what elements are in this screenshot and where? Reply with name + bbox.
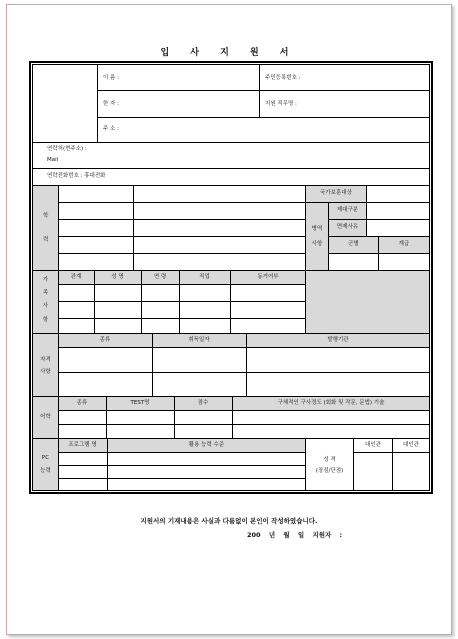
- education-side-label-2: 력: [43, 237, 49, 243]
- military-rank-label: 계급: [398, 241, 410, 247]
- weakness-label: 대인관: [403, 442, 419, 448]
- family-side-label-4: 항: [42, 317, 49, 323]
- family-side-label-2: 족: [42, 290, 49, 296]
- resident-id-label: 주민등록번호 :: [265, 75, 301, 81]
- personality-label-2: (장점/단점): [315, 468, 344, 474]
- desired-job-label: 지원 직무명 :: [265, 101, 297, 107]
- name-label: 이 름 :: [103, 75, 119, 81]
- language-header-test: TEST명: [130, 400, 150, 406]
- contact-phone-label: 연락전화번호 : 휴대전화: [47, 173, 106, 179]
- family-header-job: 직업: [199, 274, 210, 280]
- license-side-label-2: 사항: [40, 369, 51, 375]
- language-header-score: 점수: [197, 400, 209, 406]
- pc-side-label-2: 능력: [40, 468, 51, 474]
- photo-box: [32, 64, 98, 143]
- date-signature-line: 200 년 월 일 지원자 :: [247, 531, 343, 539]
- veteran-label: 국가보훈대상: [320, 190, 352, 196]
- military-side-header: [305, 202, 329, 271]
- license-header-date: 취득일자: [188, 337, 210, 343]
- education-table: [58, 185, 306, 271]
- hanja-label: 한 자 :: [103, 101, 119, 107]
- family-blank-area: [305, 270, 430, 334]
- personality-label-cell: [305, 438, 354, 491]
- military-side-label-1: 병역: [311, 226, 323, 232]
- education-side-label-1: 학: [43, 213, 49, 219]
- pc-side-header: [32, 438, 59, 491]
- education-side-header: [32, 185, 59, 271]
- personal-info-table: [97, 64, 430, 143]
- license-side-label-1: 자격: [40, 357, 51, 363]
- strength-label: 대인관: [365, 442, 381, 448]
- veteran-value: [366, 185, 430, 203]
- family-side-label-3: 사: [42, 303, 49, 309]
- personality-label-1: 성 격: [323, 457, 336, 463]
- mail-label: Mail: [47, 157, 59, 163]
- family-header-age: 연 령: [153, 274, 167, 280]
- contact-address-label: 연락처(현주소) :: [47, 146, 87, 152]
- document-page: [6, 4, 452, 635]
- license-header-type: 종류: [99, 337, 111, 343]
- pc-side-label-1: PC: [41, 455, 50, 461]
- language-header-type: 종류: [76, 400, 88, 406]
- license-header-issuer: 발행기관: [327, 337, 349, 343]
- pc-header-level: 활용 능력 수준: [188, 442, 225, 448]
- language-header-detail: 구체적인 구사정도 (회화 및 작문, 문법) 기술: [277, 400, 385, 406]
- military-branch-label: 군별: [348, 241, 359, 247]
- pc-table: [58, 452, 306, 491]
- pc-header-program: 프로그램 명: [68, 442, 97, 448]
- family-side-label-1: 가: [42, 277, 49, 283]
- language-side-label: 어학: [40, 414, 51, 420]
- family-header-name: 성 명: [111, 274, 124, 280]
- license-side-header: [32, 333, 59, 397]
- family-header-relation: 관계: [70, 274, 82, 280]
- military-reason-label: 면제사유: [336, 224, 359, 230]
- address-label: 주 소 :: [103, 126, 119, 132]
- family-header-cohabit: 동거여부: [257, 274, 279, 280]
- document-title: 입 사 지 원 서: [160, 48, 298, 58]
- military-status-label: 제대구분: [336, 207, 359, 213]
- family-table: [58, 284, 306, 334]
- military-side-label-2: 사항: [311, 241, 323, 247]
- declaration-text: 지원서의 기재내용은 사실과 다름없이 본인이 작성하였습니다.: [140, 517, 318, 525]
